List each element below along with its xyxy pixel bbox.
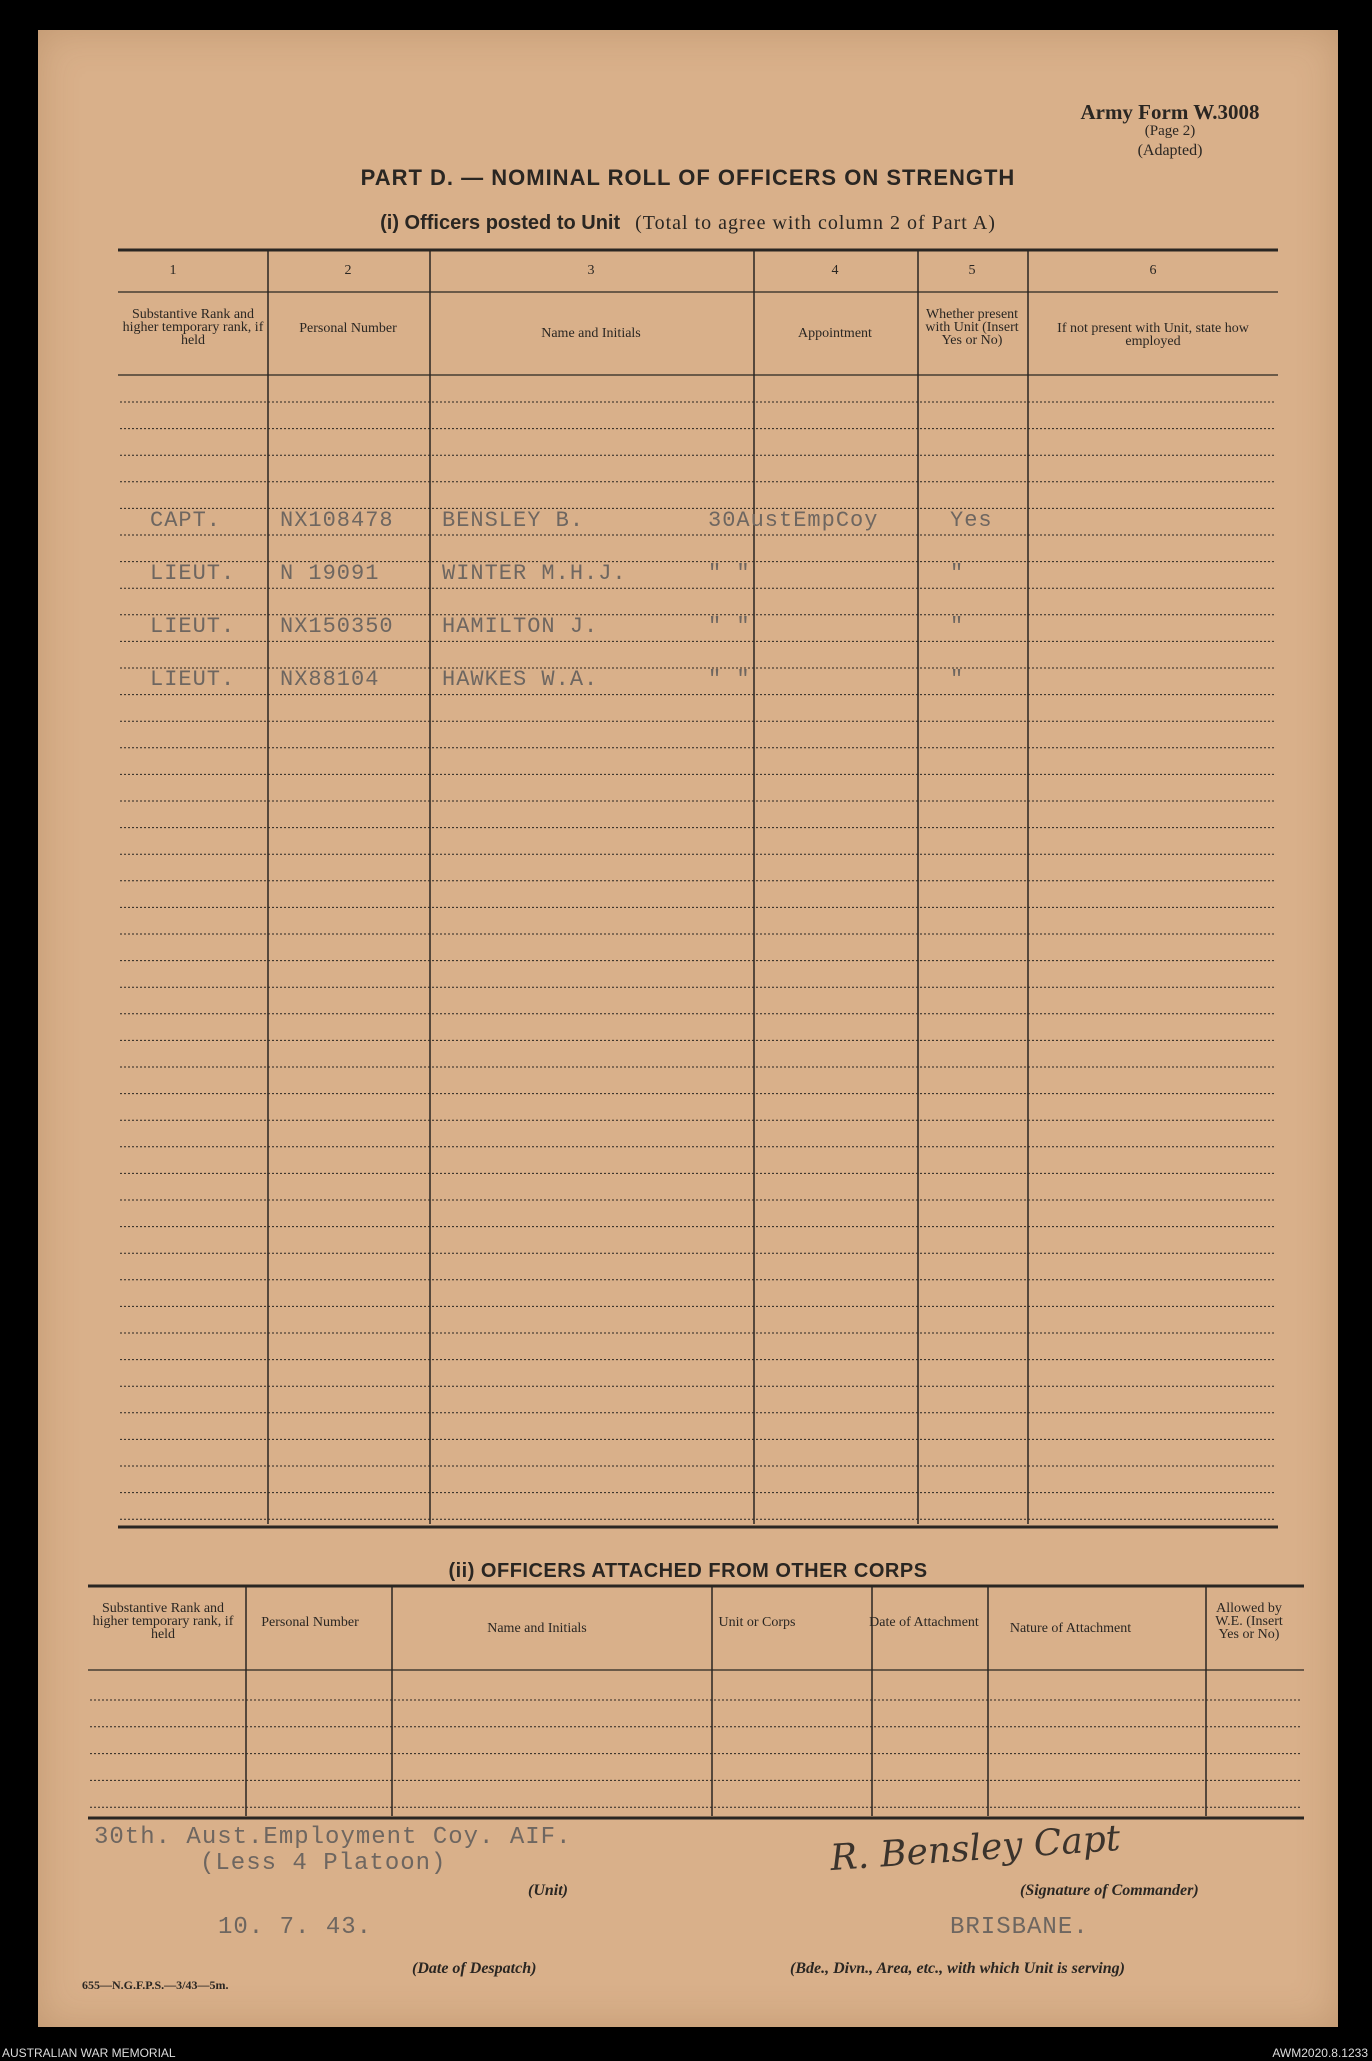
- form-adapted: (Adapted): [1137, 142, 1203, 159]
- cell-name: HAWKES W.A.: [442, 667, 599, 692]
- cell-present: ": [950, 614, 965, 639]
- header-name: Name and Initials: [541, 326, 641, 341]
- form-paper: [38, 30, 1338, 2027]
- section1-note: (Total to agree with column 2 of Part A): [635, 212, 996, 234]
- col-number-5: 5: [968, 263, 976, 278]
- t2-header-rank: Substantive Rank and higher temporary rank, if held: [92, 1601, 234, 1642]
- t2-header-date: Date of Attachment: [869, 1615, 979, 1630]
- col-number-4: 4: [831, 263, 839, 278]
- section1-title: (i) Officers posted to Unit: [380, 212, 621, 234]
- header-personal-number: Personal Number: [299, 321, 397, 336]
- header-employed: If not present with Unit, state how employed: [1057, 321, 1249, 349]
- location: BRISBANE.: [950, 1914, 1089, 1941]
- header-rank: Substantive Rank and higher temporary rank, if held: [122, 307, 264, 348]
- cell-rank: LIEUT.: [150, 561, 236, 586]
- unit-name-line1: 30th. Aust.Employment Coy. AIF.: [94, 1824, 572, 1851]
- cell-present: ": [950, 561, 965, 586]
- col-number-2: 2: [344, 263, 352, 278]
- cell-present: ": [950, 667, 965, 692]
- location-caption: (Bde., Divn., Area, etc., with which Unit is serving): [790, 1960, 1125, 1977]
- cell-appointment: " ": [708, 614, 751, 639]
- cell-personal-number: NX88104: [280, 667, 380, 692]
- t2-header-nature: Nature of Attachment: [1009, 1621, 1132, 1636]
- cell-personal-number: NX150350: [280, 614, 394, 639]
- cell-personal-number: NX108478: [280, 508, 394, 533]
- section2-title: (ii) OFFICERS ATTACHED FROM OTHER CORPS: [448, 1560, 928, 1582]
- t2-header-personal-number: Personal Number: [261, 1615, 359, 1630]
- col-number-6: 6: [1149, 263, 1157, 278]
- date-caption: (Date of Despatch): [412, 1960, 537, 1977]
- header-appointment: Appointment: [798, 326, 872, 341]
- form-page: (Page 2): [1144, 123, 1196, 139]
- cell-personal-number: N 19091: [280, 561, 380, 586]
- cell-name: HAMILTON J.: [442, 614, 599, 639]
- cell-name: WINTER M.H.J.: [442, 561, 627, 586]
- t2-header-unit: Unit or Corps: [718, 1615, 796, 1630]
- t2-header-allowed: Allowed by W.E. (Insert Yes or No): [1215, 1601, 1283, 1642]
- cell-rank: LIEUT.: [150, 614, 236, 639]
- col-number-3: 3: [587, 263, 595, 278]
- t2-header-name: Name and Initials: [487, 1621, 587, 1636]
- cell-appointment: " ": [708, 561, 751, 586]
- form-id: Army Form W.3008: [1080, 100, 1260, 124]
- cell-name: BENSLEY B.: [442, 508, 585, 533]
- cell-present: Yes: [950, 508, 993, 533]
- cell-rank: CAPT.: [150, 508, 222, 533]
- commander-signature: R. Bensley Capt: [828, 1817, 1122, 1880]
- print-code: 655—N.G.F.P.S.—3/43—5m.: [82, 1978, 229, 1992]
- unit-name-line2: (Less 4 Platoon): [200, 1850, 447, 1877]
- despatch-date: 10. 7. 43.: [218, 1914, 373, 1941]
- unit-caption: (Unit): [528, 1882, 568, 1899]
- signature-caption: (Signature of Commander): [1020, 1882, 1199, 1899]
- cell-rank: LIEUT.: [150, 667, 236, 692]
- archive-credit: AUSTRALIAN WAR MEMORIAL: [2, 2046, 176, 2060]
- header-present: Whether present with Unit (Insert Yes or No): [925, 307, 1019, 348]
- page-title: PART D. — NOMINAL ROLL OF OFFICERS ON STRENGTH: [360, 165, 1016, 190]
- col-number-1: 1: [169, 263, 177, 278]
- cell-appointment: 30AustEmpCoy: [708, 508, 879, 533]
- cell-appointment: " ": [708, 667, 751, 692]
- archive-id: AWM2020.8.1233: [1272, 2046, 1368, 2060]
